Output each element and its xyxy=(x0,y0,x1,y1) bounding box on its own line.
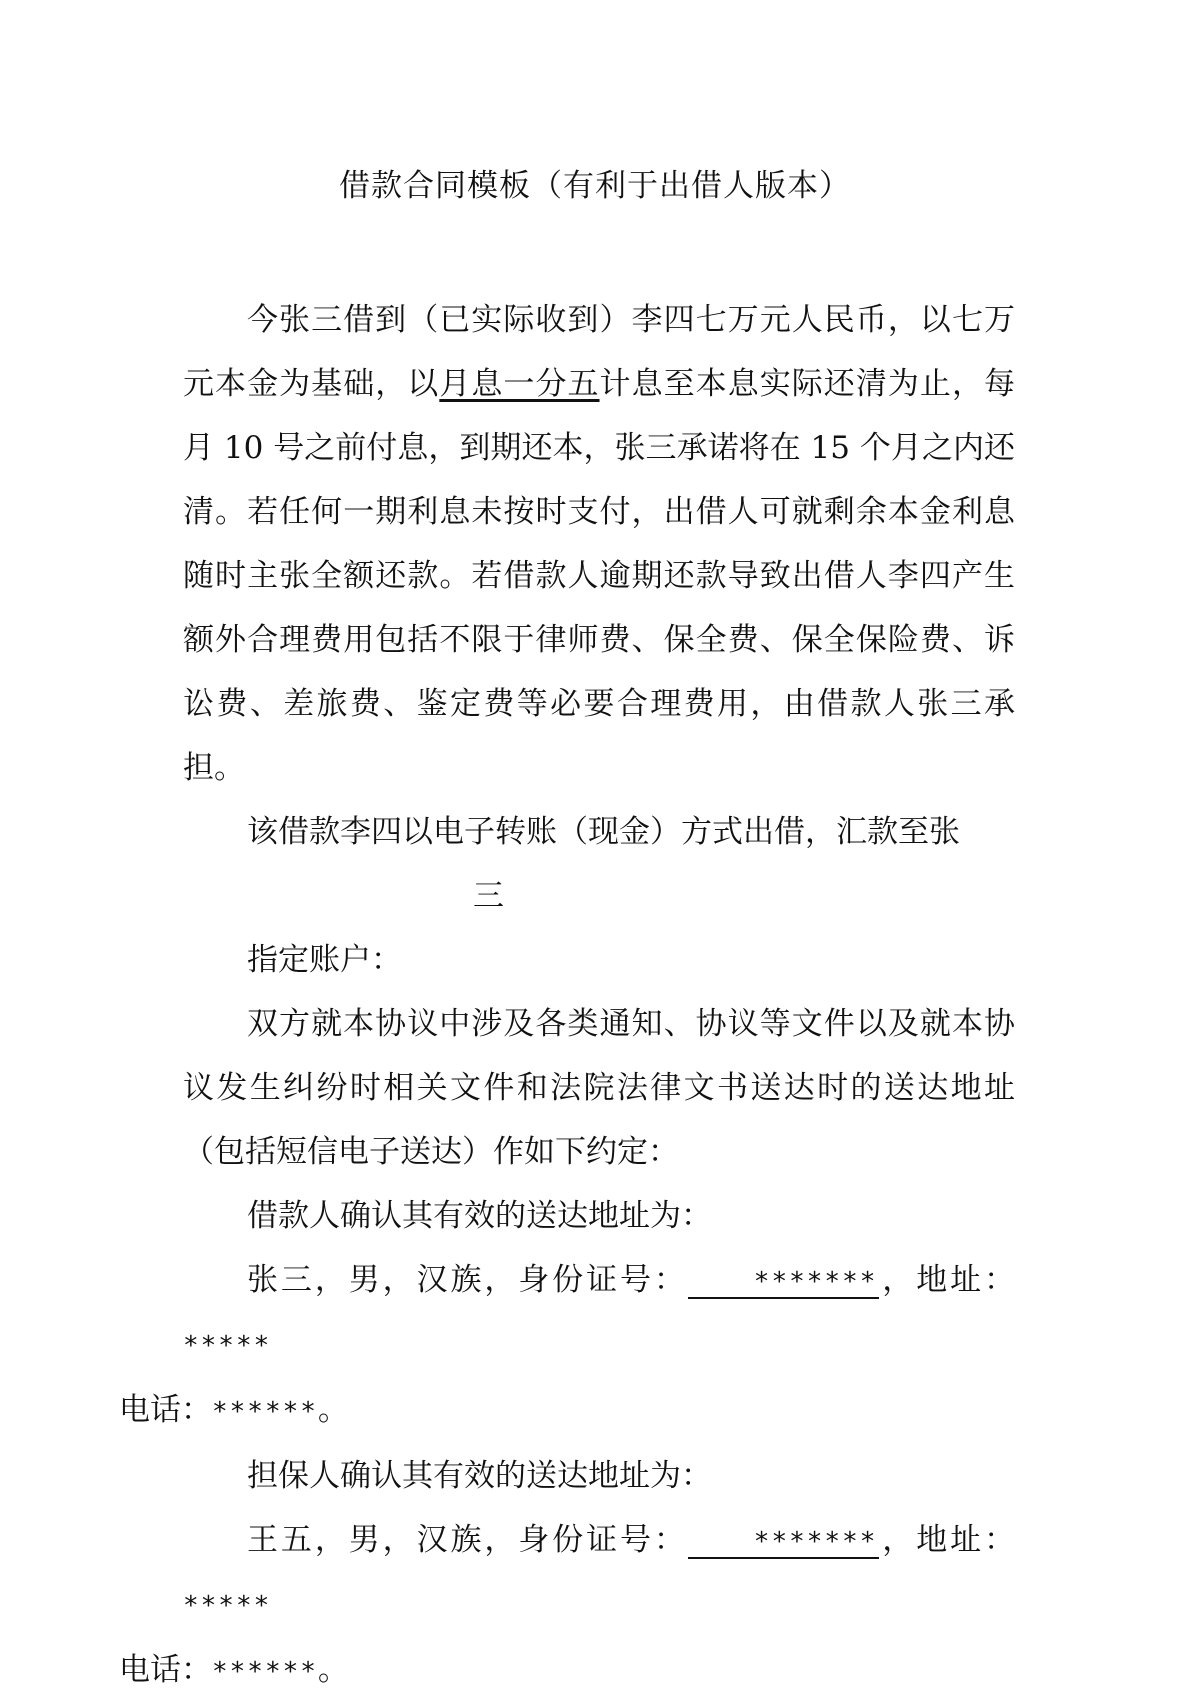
guarantor-prefix: 王五，男，汉族，身份证号： xyxy=(247,1522,688,1558)
guarantor-phone-value: ****** xyxy=(212,1657,318,1687)
borrower-address-label: ，地址： xyxy=(879,1262,1016,1298)
borrower-prefix: 张三，男，汉族，身份证号： xyxy=(247,1262,688,1298)
interest-rate-text: 月息一分五 xyxy=(439,366,600,402)
guarantor-address-heading: 担保人确认其有效的送达地址为： xyxy=(247,1458,712,1494)
guarantor-info-paragraph xyxy=(119,1508,1016,1704)
borrower-phone-value: ****** xyxy=(212,1397,318,1427)
guarantor-address-value: ***** xyxy=(183,1591,272,1621)
borrower-phone-label: 电话： xyxy=(119,1392,212,1428)
borrower-address-value: ***** xyxy=(183,1331,272,1361)
document-body xyxy=(119,288,1016,1704)
designated-account-label: 指定账户： xyxy=(247,942,402,978)
loan-terms-text-1: 今张三借到（已实际收到）李四七万元人民币，以七万元本金为基础，以 xyxy=(183,302,1015,402)
document-title: 借款合同模板（有利于出借人版本） xyxy=(339,168,851,204)
transfer-method-line-2: 三 xyxy=(473,878,504,914)
guarantor-address-label: ，地址： xyxy=(879,1522,1016,1558)
loan-terms-paragraph xyxy=(183,288,1015,800)
borrower-info-paragraph xyxy=(119,1248,1016,1444)
guarantor-end: 。 xyxy=(317,1652,349,1688)
transfer-method-line-1: 该借款李四以电子转账（现金）方式出借，汇款至张 xyxy=(247,814,960,850)
guarantor-phone-label: 电话： xyxy=(119,1652,212,1688)
loan-terms-text-2: 计息至本息实际还清为止，每月 10 号之前付息，到期还本，张三承诺将在 15 个月之内还清。若任何一期利息未按时支付，出借人可就剩余本金利息随时主张全额还款。若借款人逾期还款导致出借人李四产生额外合理费用包括不限于律师费、保全费、保全保险费、诉讼费、差旅费、鉴定费等必要合理费用，由借款人张三承担。 xyxy=(183,366,1016,786)
borrower-id-field: ******* xyxy=(688,1267,880,1299)
guarantor-id-field: ******* xyxy=(688,1527,880,1559)
service-address-agreement-paragraph: 双方就本协议中涉及各类通知、协议等文件以及就本协议发生纠纷时相关文件和法院法律文书送达时的送达地址（包括短信电子送达）作如下约定： xyxy=(183,1006,1015,1170)
borrower-end: 。 xyxy=(317,1392,349,1428)
borrower-address-heading: 借款人确认其有效的送达地址为： xyxy=(247,1198,712,1234)
